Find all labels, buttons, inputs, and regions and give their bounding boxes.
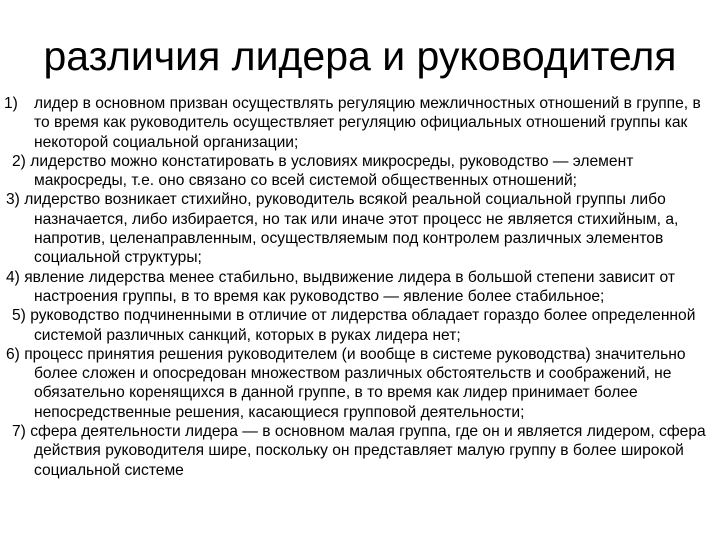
item-text: руководство подчиненными в отличие от лидерства обладает гораздо более определенной системой различных санкций, которых в руках лидера нет;: [30, 307, 696, 344]
item-number: 3): [6, 191, 20, 209]
list-item: [0, 94, 716, 152]
list-item: [0, 345, 716, 422]
item-number: 6): [6, 345, 20, 363]
list-item: [0, 268, 716, 307]
item-number: 7): [12, 423, 26, 441]
item-number: 2): [12, 152, 26, 170]
item-number: 1): [4, 95, 18, 112]
item-text: лидерство можно констатировать в условиях микросреды, руководство — элемент макросреды, т.е. оно связано со всей системой общественных отношений;: [30, 152, 634, 190]
item-text: лидер в основном призван осуществлять регуляцию межличностных отношений в группе, в то время как руководитель осуществляет регуляцию официальных отношений группы как некоторой социальной организации;: [34, 95, 701, 151]
item-text: сфера деятельности лидера — в основном малая группа, где он и является лидером, сфера действия руководителя шире, поскольку он представляет малую группу в более широкой социальной системе: [30, 423, 706, 479]
item-text: явление лидерства менее стабильно, выдвижение лидера в большой степени зависит от настроения группы, в то время как руководство — явление более стабильное;: [24, 268, 676, 305]
differences-list: [0, 94, 716, 480]
item-text: лидерство возникает стихийно, руководитель всякой реальной социальной группы либо назначается, либо избирается, но так или иначе этот процесс не является стихийным, а, напротив, целенаправленным, осуществляемым под контролем различных элементов социальной структуры;: [24, 191, 679, 267]
item-number: 5): [12, 307, 26, 325]
list-item: [0, 152, 716, 191]
item-number: 4): [6, 268, 20, 286]
list-item: [0, 306, 716, 345]
slide-title: различия лидера и руководителя: [43, 33, 677, 79]
list-item: [0, 422, 716, 480]
list-item: [0, 190, 716, 267]
item-text: процесс принятия решения руководителем (и вообще в системе руководства) значительно более сложен и опосредован множеством различных обстоятельств и соображений, не обязательно коренящихся в данной группе, в то время как лидер принимает более непосредственные решения, касающиеся групповой деятельности;: [24, 345, 686, 421]
